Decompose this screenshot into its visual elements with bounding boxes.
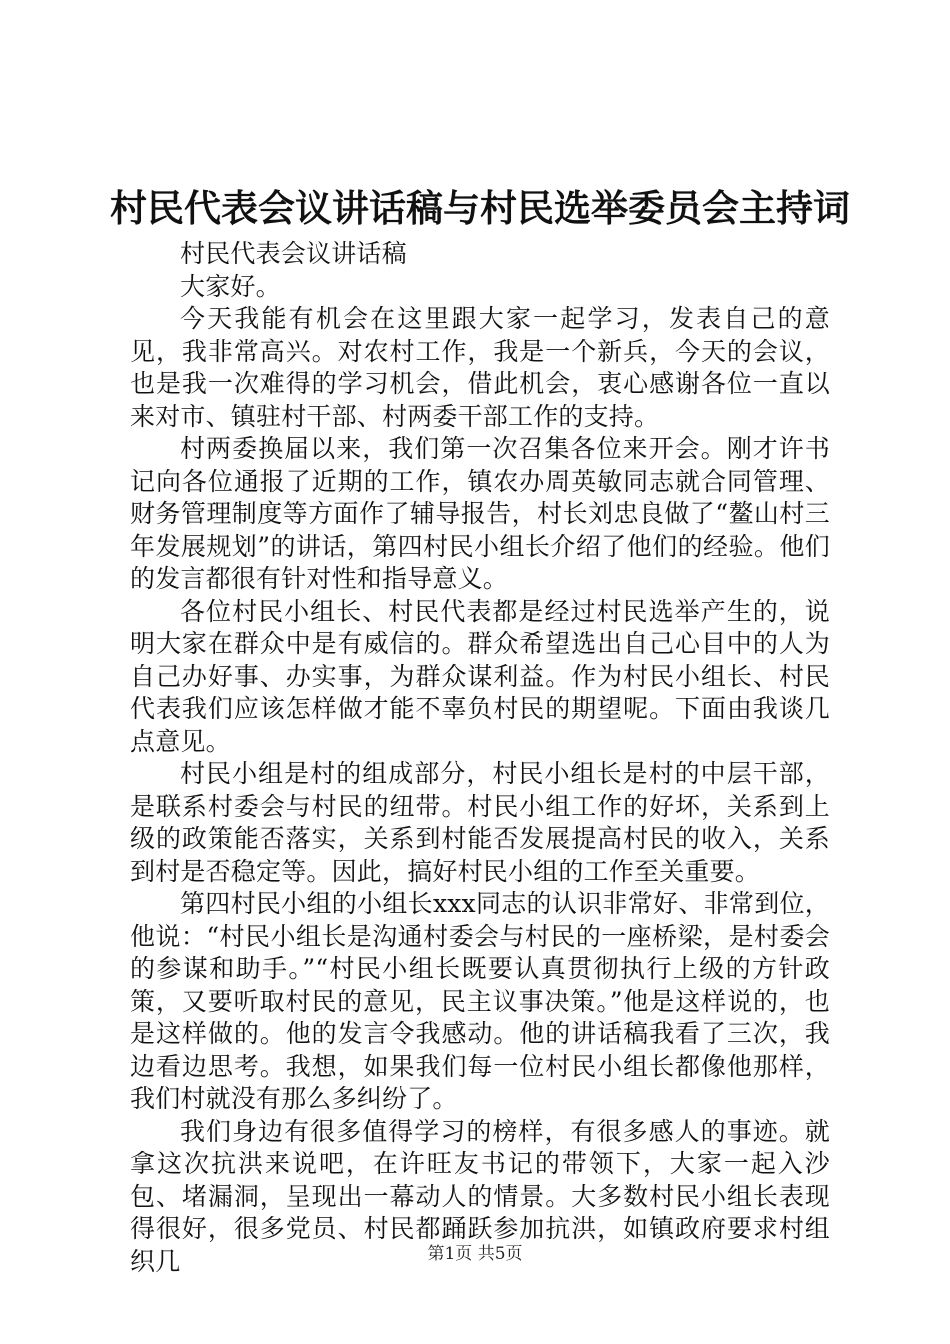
paragraph: 我们身边有很多值得学习的榜样，有很多感人的事迹。就拿这次抗洪来说吧，在许旺友书记的带领下，大家一起入沙包、堵漏洞，呈现出一幕动人的情景。大多数村民小组长表现得很好，很多党员、村民都踊跃参加抗洪，如镇政府要求村组织几 [130,1116,830,1276]
paragraph: 第四村民小组的小组长xxx同志的认识非常好、非常到位，他说：“村民小组长是沟通村委会与村民的一座桥梁，是村委会的参谋和助手。”“村民小组长既要认真贯彻执行上级的方针政策，又要听取村民的意见，民主议事决策。”他是这样说的，也是这样做的。他的发言令我感动。他的讲话稿我看了三次，我边看边思考。我想，如果我们每一位村民小组长都像他那样，我们村就没有那么多纠纷了。 [130,889,830,1113]
paragraph-greeting: 大家好。 [180,271,281,301]
paragraph: 村两委换届以来，我们第一次召集各位来开会。刚才许书记向各位通报了近期的工作，镇农办周英敏同志就合同管理、财务管理制度等方面作了辅导报告，村长刘忠良做了“鳌山村三年发展规划”的讲话，第四村民小组长介绍了他们的经验。他们的发言都很有针对性和指导意义。 [130,434,830,593]
paragraph-subtitle: 村民代表会议讲话稿 [180,239,407,268]
document-body [130,238,830,1278]
document-title: 村民代表会议讲话稿与村民选举委员会主持词 [110,186,850,230]
paragraph: 各位村民小组长、村民代表都是经过村民选举产生的，说明大家在群众中是有威信的。群众希望选出自己心目中的人为自己办好事、办实事，为群众谋利益。作为村民小组长、村民代表我们应该怎样做才能不辜负村民的期望呢。下面由我谈几点意见。 [130,596,830,756]
paragraph: 今天我能有机会在这里跟大家一起学习，发表自己的意见，我非常高兴。对农村工作，我是一个新兵，今天的会议，也是我一次难得的学习机会，借此机会，衷心感谢各位一直以来对市、镇驻村干部、村两委干部工作的支持。 [130,304,830,431]
page-footer: 第1页 共5页 [427,1244,523,1264]
paragraph: 村民小组是村的组成部分，村民小组长是村的中层干部，是联系村委会与村民的纽带。村民小组工作的好坏，关系到上级的政策能否落实，关系到村能否发展提高村民的收入，关系到村是否稳定等。因此，搞好村民小组的工作至关重要。 [130,759,830,886]
